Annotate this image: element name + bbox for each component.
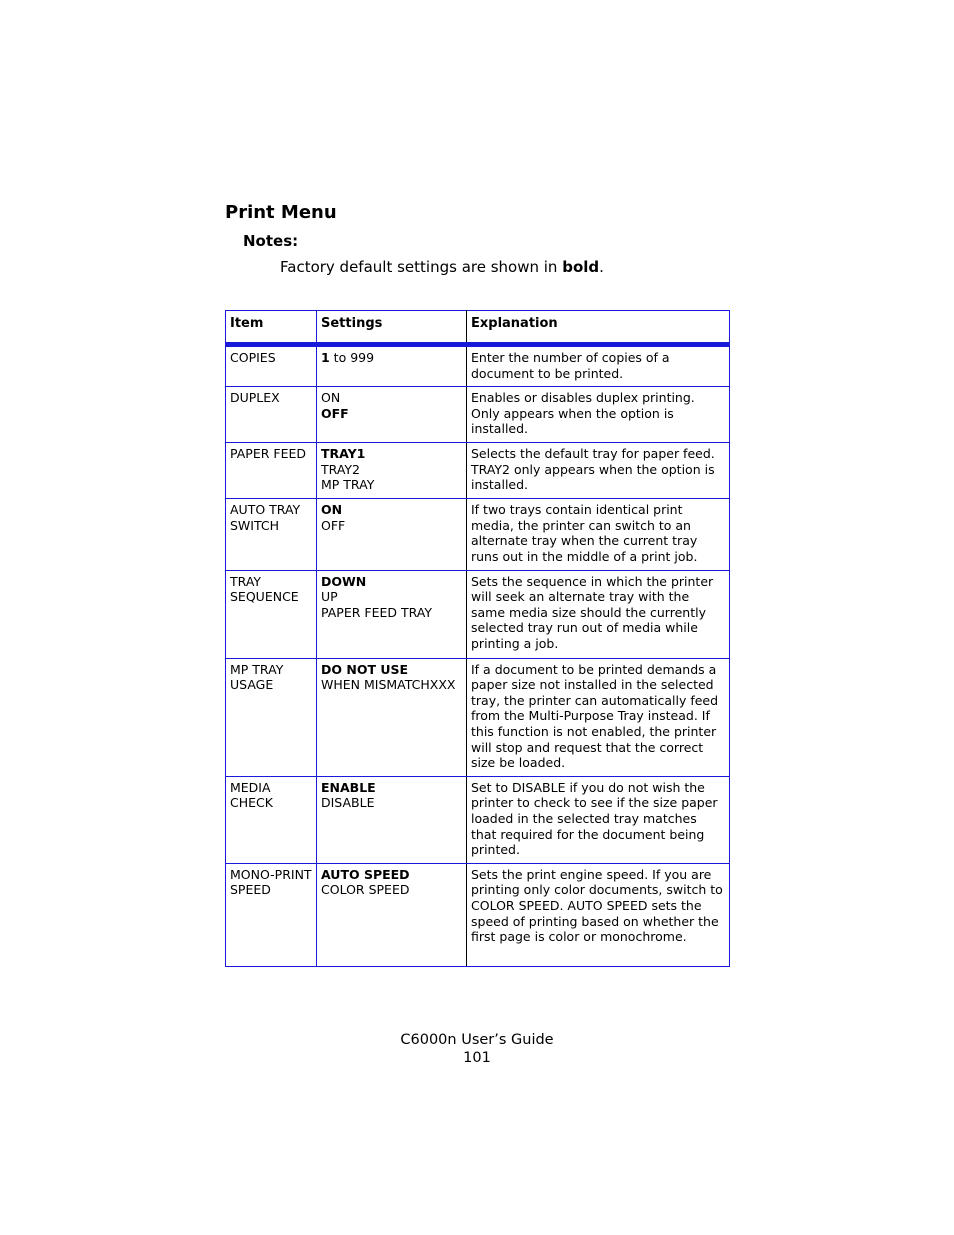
item-cell: DUPLEX [226,387,317,443]
footer-guide-title: C6000n User’s Guide [400,1032,554,1048]
setting-default: TRAY1 [321,446,366,462]
setting-text: to 999 [329,350,375,365]
header-item: Item [226,311,317,345]
table-row [226,443,730,499]
settings-cell [317,387,467,443]
settings-cell [317,658,467,776]
explanation-cell: If a document to be printed demands a paper size not installed in the selected tray, the printer can automatically feed from the Multi-Purpose Tray instead. If this function is not enabled, the printer will stop and request that the correct size be loaded. [467,658,730,776]
settings-cell [317,570,467,658]
table-row [226,387,730,443]
setting-text: WHEN MISMATCHXXX [321,677,456,693]
item-cell: PAPER FEED [226,443,317,499]
table-row [226,570,730,658]
explanation-cell: Enables or disables duplex printing. Only appears when the option is installed. [467,387,730,443]
setting-text: UP [321,589,338,605]
item-cell: COPIES [226,345,317,387]
setting-option [321,406,462,422]
explanation-cell: Sets the sequence in which the printer will seek an alternate tray with the same media size should the currently selected tray run out of media while printing a job. [467,570,730,658]
page-title: Print Menu [225,202,337,223]
setting-option [321,518,462,534]
header-settings: Settings [317,311,467,345]
setting-text: COLOR SPEED [321,882,410,898]
note-text-start: Factory default settings are shown in [280,258,563,276]
setting-text: PAPER FEED TRAY [321,604,432,620]
explanation-cell: Enter the number of copies of a document to be printed. [467,345,730,387]
setting-option [321,574,462,590]
setting-default: ON [321,502,343,518]
setting-option [321,477,462,493]
setting-option [321,780,462,796]
setting-text: TRAY2 [321,461,360,477]
settings-cell [317,863,467,966]
explanation-cell: Sets the print engine speed. If you are printing only color documents, switch to COLOR SPEED. AUTO SPEED sets the speed of printing based on whether the first page is color or monochrome. [467,863,730,966]
item-cell: MONO-PRINT SPEED [226,863,317,966]
note-text-end: . [599,258,604,276]
item-cell: MP TRAY USAGE [226,658,317,776]
note-text-bold: bold [562,258,600,276]
note-text [280,258,604,276]
setting-option [321,589,462,605]
header-explanation: Explanation [467,311,730,345]
table-row [226,658,730,776]
table-header-row [226,311,730,345]
item-cell: AUTO TRAY SWITCH [226,499,317,570]
setting-option [321,390,462,406]
setting-default: ENABLE [321,779,376,795]
setting-option [321,446,462,462]
item-cell: TRAY SEQUENCE [226,570,317,658]
table-row [226,776,730,863]
notes-label: Notes: [243,232,299,250]
setting-option [321,502,462,518]
setting-text: ON [321,390,341,406]
setting-option [321,462,462,478]
setting-option [321,882,462,898]
settings-cell [317,776,467,863]
setting-option [321,605,462,621]
item-cell: MEDIA CHECK [226,776,317,863]
table-row [226,499,730,570]
setting-text: DISABLE [321,795,375,811]
table-row [226,345,730,387]
setting-option [321,677,462,693]
setting-text: MP TRAY [321,477,375,493]
setting-option [321,795,462,811]
footer-page-number: 101 [463,1050,491,1066]
table-row [226,863,730,966]
settings-cell [317,499,467,570]
settings-cell [317,345,467,387]
setting-option [321,350,462,366]
setting-text: OFF [321,517,346,533]
setting-option [321,867,462,883]
explanation-cell: Set to DISABLE if you do not wish the printer to check to see if the size paper loaded in the selected tray matches that required for the document being printed. [467,776,730,863]
setting-default: 1 [321,350,330,365]
settings-cell [317,443,467,499]
setting-default: AUTO SPEED [321,866,410,882]
explanation-cell: Selects the default tray for paper feed. TRAY2 only appears when the option is installed. [467,443,730,499]
setting-option [321,662,462,678]
print-menu-table [225,310,730,967]
setting-default: OFF [321,405,349,421]
explanation-cell: If two trays contain identical print media, the printer can switch to an alternate tray when the current tray runs out in the middle of a print job. [467,499,730,570]
setting-default: DOWN [321,573,367,589]
setting-default: DO NOT USE [321,661,409,677]
